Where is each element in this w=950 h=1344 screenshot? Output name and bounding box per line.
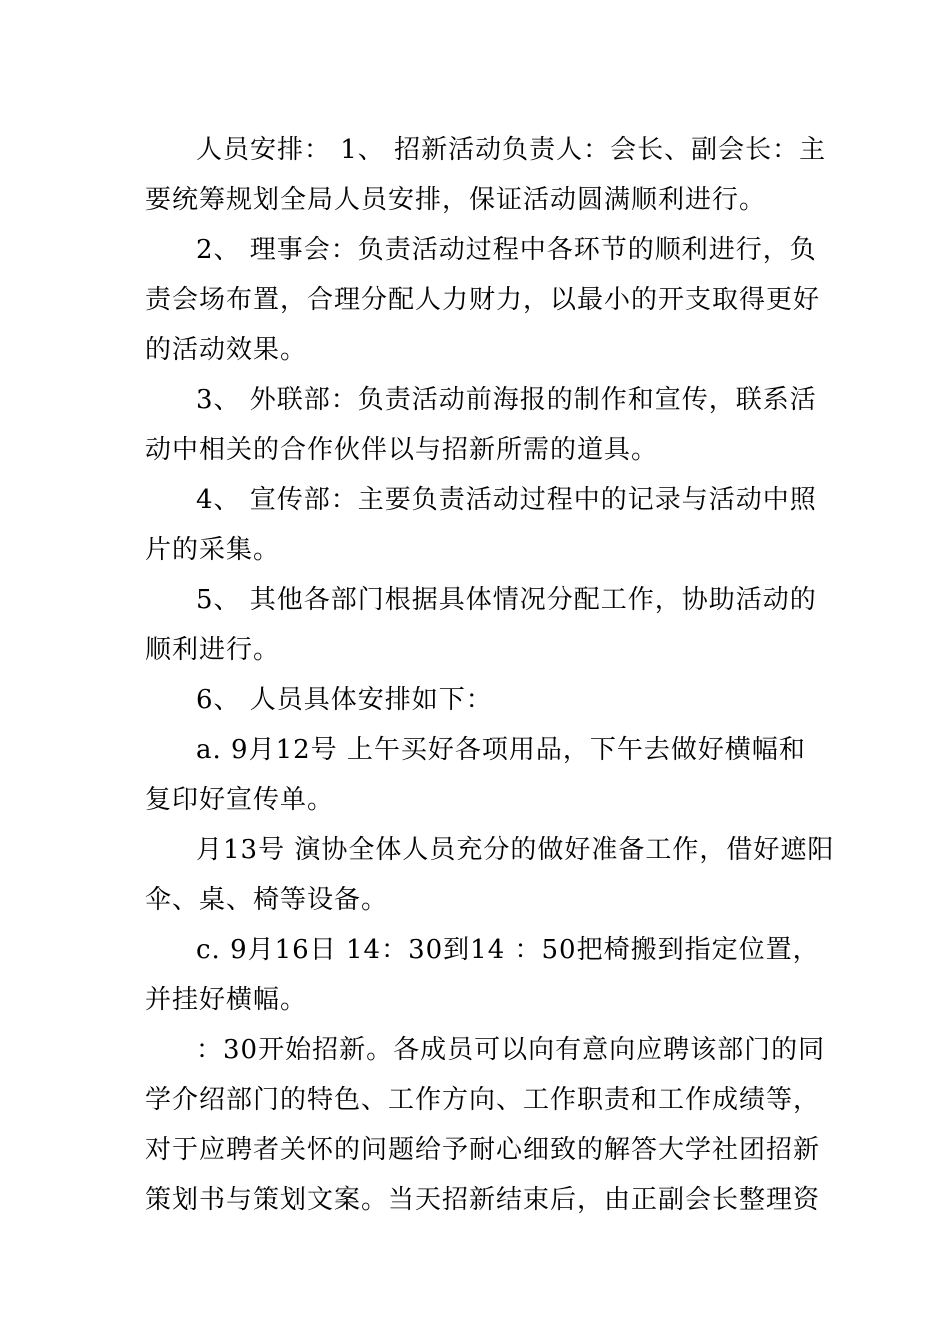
text-line-14: 复印好宣传单。 [145,785,335,815]
text-line-10: 5、 其他各部门根据具体情况分配工作，协助活动的 [196,585,817,615]
text-line-12: 6、 人员具体安排如下： [196,685,493,715]
text-line-7: 动中相关的合作伙伴以与招新所需的道具。 [145,435,659,465]
text-line-4: 责会场布置，合理分配人力财力，以最小的开支取得更好 [145,285,821,315]
text-line-5: 的活动效果。 [145,335,308,365]
text-line-9: 片的采集。 [145,535,281,565]
text-line-22: 策划书与策划文案。当天招新结束后，由正副会长整理资 [145,1185,821,1215]
text-line-3: 2、 理事会：负责活动过程中各环节的顺利进行，负 [196,235,817,265]
text-line-11: 顺利进行。 [145,635,281,665]
text-line-21: 对于应聘者关怀的问题给予耐心细致的解答大学社团招新 [145,1135,821,1165]
text-line-17: c. 9月16日 14：30到14 ：50把椅搬到指定位置， [196,935,820,965]
text-line-18: 并挂好横幅。 [145,985,308,1015]
text-line-15: 月13号 演协全体人员充分的做好准备工作，借好遮阳 [196,835,835,865]
text-line-19: ：30开始招新。各成员可以向有意向应聘该部门的同 [196,1035,826,1065]
text-line-6: 3、 外联部：负责活动前海报的制作和宣传，联系活 [196,385,817,415]
text-line-13: a. 9月12号 上午买好各项用品，下午去做好横幅和 [196,735,806,765]
text-line-16: 伞、桌、椅等设备。 [145,885,389,915]
text-line-2: 要统筹规划全局人员安排，保证活动圆满顺利进行。 [145,185,767,215]
text-line-8: 4、 宣传部：主要负责活动过程中的记录与活动中照 [196,485,817,515]
text-line-1: 人员安排： 1、 招新活动负责人：会长、副会长：主 [196,135,827,165]
text-line-20: 学介绍部门的特色、工作方向、工作职责和工作成绩等， [145,1085,821,1115]
